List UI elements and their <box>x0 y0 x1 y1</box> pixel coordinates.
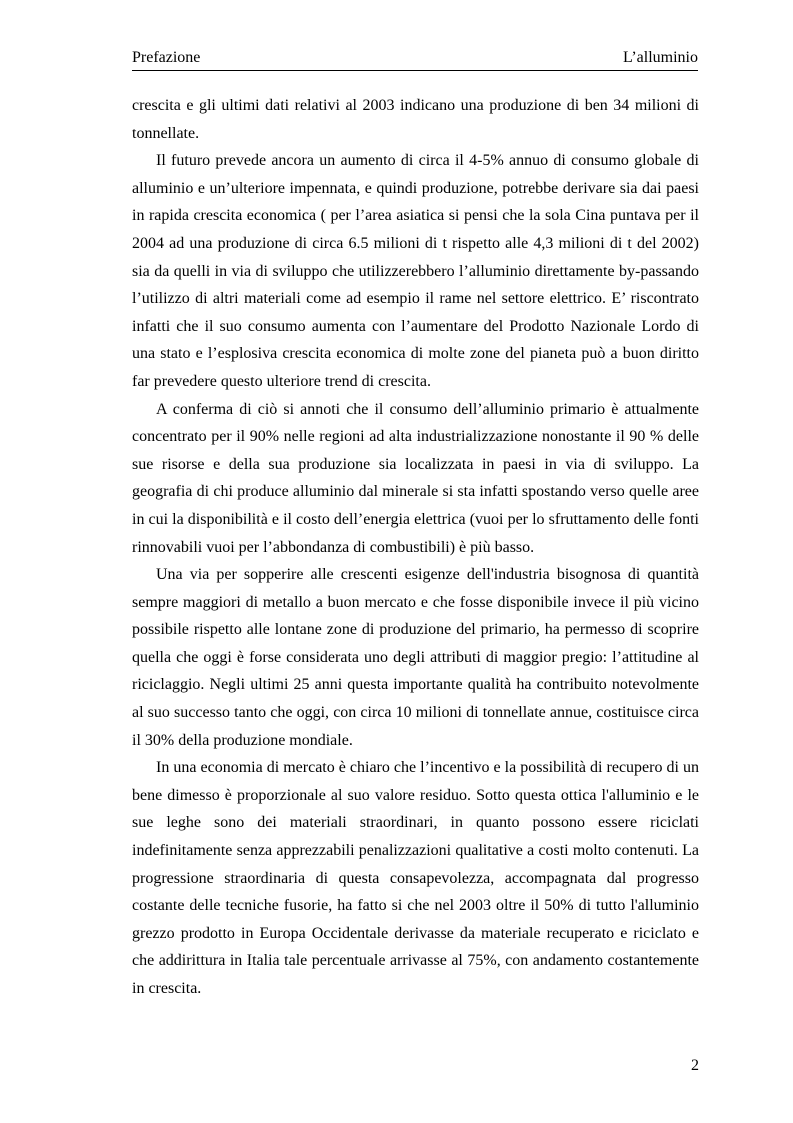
header-section-title: Prefazione <box>132 49 201 66</box>
page-body <box>132 92 699 1003</box>
paragraph: A conferma di ciò si annoti che il consumo dell’alluminio primario è attualmente concentrato per il 90% nelle regioni ad alta industrializzazione nonostante il 90 % delle sue risorse e della sua produzione sia localizzata in paesi in via di sviluppo. La geografia di chi produce alluminio dal minerale si sta infatti spostando verso quelle aree in cui la disponibilità e il costo dell’energia elettrica (vuoi per lo sfruttamento delle fonti rinnovabili vuoi per l’abbondanza di combustibili) è più basso. <box>132 400 699 556</box>
paragraph: crescita e gli ultimi dati relativi al 2003 indicano una produzione di ben 34 milioni di tonnellate. <box>132 97 699 142</box>
page-number: 2 <box>691 1057 699 1074</box>
paragraph: In una economia di mercato è chiaro che l’incentivo e la possibilità di recupero di un bene dimesso è proporzionale al suo valore residuo. Sotto questa ottica l'alluminio e le sue leghe sono dei materiali straordinari, in quanto possono essere riciclati indefinitamente senza apprezzabili penalizzazioni qualitative a costi molto contenuti. La progressione straordinaria di questa consapevolezza, accompagnata dal progresso costante delle tecniche fusorie, ha fatto si che nel 2003 oltre il 50% di tutto l'alluminio grezzo prodotto in Europa Occidentale derivasse da materiale recuperato e riciclato e che addirittura in Italia tale percentuale arrivasse al 75%, con andamento costantemente in crescita. <box>132 759 699 997</box>
page-header <box>132 48 698 71</box>
header-chapter-title: L’alluminio <box>623 49 698 66</box>
paragraph: Una via per sopperire alle crescenti esigenze dell'industria bisognosa di quantità sempre maggiori di metallo a buon mercato e che fosse disponibile invece il più vicino possibile rispetto alle lontane zone di produzione del primario, ha permesso di scoprire quella che oggi è forse considerata uno degli attributi di maggior pregio: l’attitudine al riciclaggio. Negli ultimi 25 anni questa importante qualità ha contribuito notevolmente al suo successo tanto che oggi, con circa 10 milioni di tonnellate annue, costituisce circa il 30% della produzione mondiale. <box>132 566 699 749</box>
paragraph: Il futuro prevede ancora un aumento di circa il 4-5% annuo di consumo globale di alluminio e un’ulteriore impennata, e quindi produzione, potrebbe derivare sia dai paesi in rapida crescita economica ( per l’area asiatica si pensi che la sola Cina puntava per il 2004 ad una produzione di circa 6.5 milioni di t rispetto alle 4,3 milioni di t del 2002) sia da quelli in via di sviluppo che utilizzerebbero l’alluminio direttamente by-passando l’utilizzo di altri materiali come ad esempio il rame nel settore elettrico. E’ riscontrato infatti che il suo consumo aumenta con l’aumentare del Prodotto Nazionale Lordo di una stato e l’esplosiva crescita economica di molte zone del pianeta può a buon diritto far prevedere questo ulteriore trend di crescita. <box>132 152 699 390</box>
